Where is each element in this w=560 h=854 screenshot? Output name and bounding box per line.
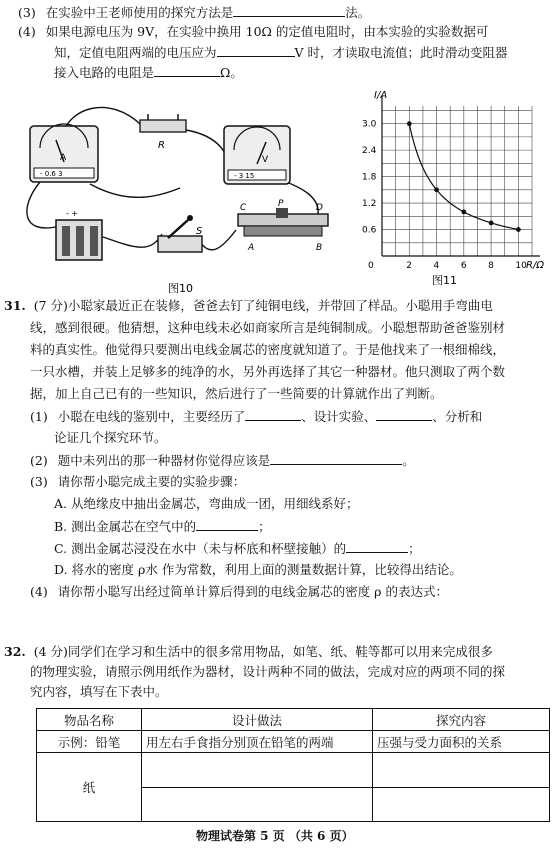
q30-item4-line2-b: V 时，才读取电流值；此时滑动变阻器 — [294, 45, 508, 60]
q31-step-b — [54, 518, 271, 535]
y-axis-label: I/A — [374, 90, 388, 101]
page-footer: 物理试卷第 5 页 （共 6 页） — [196, 829, 354, 843]
header-cell: 探究内容 — [373, 709, 550, 731]
example-cell: 示例：铅笔 — [37, 731, 142, 753]
figure-10-circuit — [0, 96, 340, 296]
q31-sub2 — [30, 452, 415, 469]
x-tick-label: 2 — [406, 261, 413, 271]
x-tick-label: 4 — [433, 261, 440, 271]
item-cell: 纸 — [37, 753, 142, 822]
q31-sub1-num: (1) — [30, 409, 48, 424]
figure-11-caption: 图11 — [432, 274, 457, 287]
resistor-label: R — [158, 140, 165, 151]
q31-sub4-num: (4) — [30, 584, 48, 599]
x-tick-label: 6 — [460, 261, 467, 271]
ammeter — [30, 124, 98, 182]
q30-item4-line3 — [54, 64, 243, 81]
wire — [27, 182, 60, 228]
switch — [158, 215, 203, 252]
ammeter-letter: A — [60, 153, 67, 163]
q31-step-b-end: ； — [258, 519, 271, 534]
q31-step-a: A. 从绝缘皮中抽出金属芯，弯曲成一团，用细线系好； — [54, 496, 359, 511]
figure-11-chart — [340, 86, 552, 292]
y-tick-label: 1.2 — [362, 199, 377, 210]
q30-item3 — [18, 4, 370, 21]
q32-line3: 究内容，填写在下表中。 — [30, 684, 168, 699]
q31-sub4 — [30, 584, 448, 600]
q32-number: 32. — [4, 644, 26, 659]
figure-10-caption: 图10 — [168, 282, 193, 295]
answer-blank[interactable] — [346, 540, 408, 553]
header-cell: 设计做法 — [142, 709, 373, 731]
q30-item4-text: 如果电源电压为 9V，在实验中换用 10Ω 的定值电阻时，由本实验的实验数据可 — [45, 24, 489, 39]
rheostat-label-c: C — [240, 203, 247, 213]
answer-blank[interactable] — [245, 408, 301, 421]
q32-line1-text: 同学们在学习和生活中的很多常用物品，如笔、纸、鞋等都可以用来完成很多 — [67, 644, 493, 659]
q32-table — [36, 708, 550, 822]
wire — [186, 130, 229, 176]
q32-line1 — [4, 644, 493, 660]
grid — [382, 106, 532, 256]
q32-line2: 的物理实验，请照示例用纸作为器材，设计两种不同的做法，完成对应的两项不同的探 — [30, 664, 506, 679]
answer-cell[interactable] — [142, 787, 373, 822]
answer-cell[interactable] — [373, 753, 550, 788]
q32-score: (4 分) — [33, 644, 68, 659]
voltmeter-terminals: - 3 15 — [234, 172, 255, 180]
data-point — [461, 209, 466, 214]
resistor — [140, 114, 186, 151]
table-header-row — [37, 709, 550, 731]
q31-sub3-a: 请你帮小聪完成主要的实验步骤： — [57, 474, 246, 489]
answer-blank[interactable] — [376, 408, 432, 421]
battery-signs: - + — [66, 209, 79, 218]
ammeter-terminals: - 0.6 3 — [40, 170, 63, 178]
wire — [90, 184, 180, 197]
q31-sub1-a: 小聪在电线的鉴别中，主要经历了 — [57, 409, 246, 424]
q31-sub3-num: (3) — [30, 474, 48, 489]
q31-sub1 — [30, 408, 482, 425]
rheostat-label-p: P — [278, 199, 284, 209]
q31-number: 31. — [4, 298, 26, 313]
q30-item4-num: (4) — [18, 24, 36, 39]
example-cell: 压强与受力面积的关系 — [373, 731, 550, 753]
q31-step-b-text: B. 测出金属芯在空气中的 — [54, 519, 197, 534]
data-point — [407, 121, 412, 126]
table-row — [37, 753, 550, 788]
q31-sub1-line2: 论证几个探究环节。 — [54, 430, 167, 445]
wire — [200, 230, 236, 250]
q31-sub2-num: (2) — [30, 453, 48, 468]
q31-step-d: D. 将水的密度 ρ水 作为常数，利用上面的测量数据计算，比较得出结论。 — [54, 562, 462, 577]
answer-cell[interactable] — [373, 787, 550, 822]
q31-sub1-b: 、设计实验、 — [301, 409, 377, 424]
rheostat — [238, 199, 328, 253]
answer-blank[interactable] — [270, 452, 402, 465]
q30-item4-line2-a: 知，定值电阻两端的电压应为 — [54, 45, 217, 60]
q31-sub3 — [30, 474, 245, 490]
origin-label: 0 — [368, 261, 374, 271]
x-axis-label: R/Ω — [526, 260, 544, 271]
battery — [56, 209, 102, 260]
answer-cell[interactable] — [142, 753, 373, 788]
switch-label: S — [196, 226, 203, 237]
q31-sub1-c: 、分析和 — [432, 409, 483, 424]
data-point — [434, 187, 439, 192]
y-tick-labels — [362, 120, 377, 236]
q31-sub2-a: 题中未列出的那一种器材你觉得应该是 — [57, 453, 271, 468]
q31-step-c-end: ； — [408, 541, 421, 556]
table-row — [37, 731, 550, 753]
y-tick-label: 3.0 — [362, 119, 377, 130]
q30-item3-end: 法。 — [345, 5, 371, 20]
x-tick-labels — [406, 261, 527, 271]
q31-para-line1 — [4, 298, 493, 314]
q31-para-line5: 据，加上自己已有的一些知识，然后进行了一些简要的计算就作出了判断。 — [30, 386, 443, 401]
rheostat-label-a: A — [248, 243, 255, 253]
q30-item4-line1 — [18, 24, 488, 40]
example-cell: 用左右手食指分别顶在铅笔的两端 — [142, 731, 373, 753]
rheostat-label-d: D — [316, 203, 323, 213]
data-point — [489, 221, 494, 226]
q31-para-0: 小聪家最近正在装修，爸爸去钉了纯铜电线，并带回了样品。小聪用手弯曲电 — [67, 298, 493, 313]
answer-blank[interactable] — [217, 44, 295, 57]
y-tick-label: 0.6 — [362, 225, 377, 236]
axes — [382, 96, 540, 256]
q31-para-line3: 料的真实性。他觉得只要测出电线金属芯的密度就知道了。于是他找来了一根细棉线， — [30, 342, 506, 357]
y-tick-label: 1.8 — [362, 172, 377, 183]
q30-item4-line2 — [54, 44, 508, 61]
q31-score: (7 分) — [33, 298, 68, 313]
answer-blank[interactable] — [196, 518, 258, 531]
q30-item3-text: 在实验中王老师使用的探究方法是 — [45, 5, 234, 20]
q31-sub4-a: 请你帮小聪写出经过简单计算后得到的电线金属芯的密度 ρ 的表达式： — [57, 584, 448, 599]
x-tick-label: 10 — [515, 261, 527, 271]
voltmeter-letter: V — [262, 155, 269, 165]
header-cell: 物品名称 — [37, 709, 142, 731]
q31-para-line4: 一只水槽，并装上足够多的纯净的水，另外再选择了其它一种器材。他只测取了两个数 — [30, 364, 506, 379]
rheostat-label-b: B — [316, 243, 323, 253]
q31-step-c-text: C. 测出金属芯浸没在水中（未与杯底和杯壁接触）的 — [54, 541, 347, 556]
q30-item4-line3-a: 接入电路的电阻是 — [54, 65, 155, 80]
q31-para-line2: 线，感到很硬。他猜想，这种电线未必如商家所言是纯铜制成。小聪想帮助爸爸鉴别材 — [30, 320, 506, 335]
x-tick-label: 8 — [488, 261, 494, 271]
answer-blank[interactable] — [154, 64, 220, 77]
wire — [100, 234, 162, 247]
q31-step-c — [54, 540, 421, 557]
data-point — [516, 227, 521, 232]
voltmeter — [224, 126, 290, 184]
y-tick-label: 2.4 — [362, 146, 377, 157]
q30-item3-num: (3) — [18, 5, 36, 20]
q30-item4-line3-b: Ω。 — [220, 65, 243, 80]
answer-blank[interactable] — [233, 4, 345, 17]
q31-sub2-b: 。 — [402, 453, 415, 468]
